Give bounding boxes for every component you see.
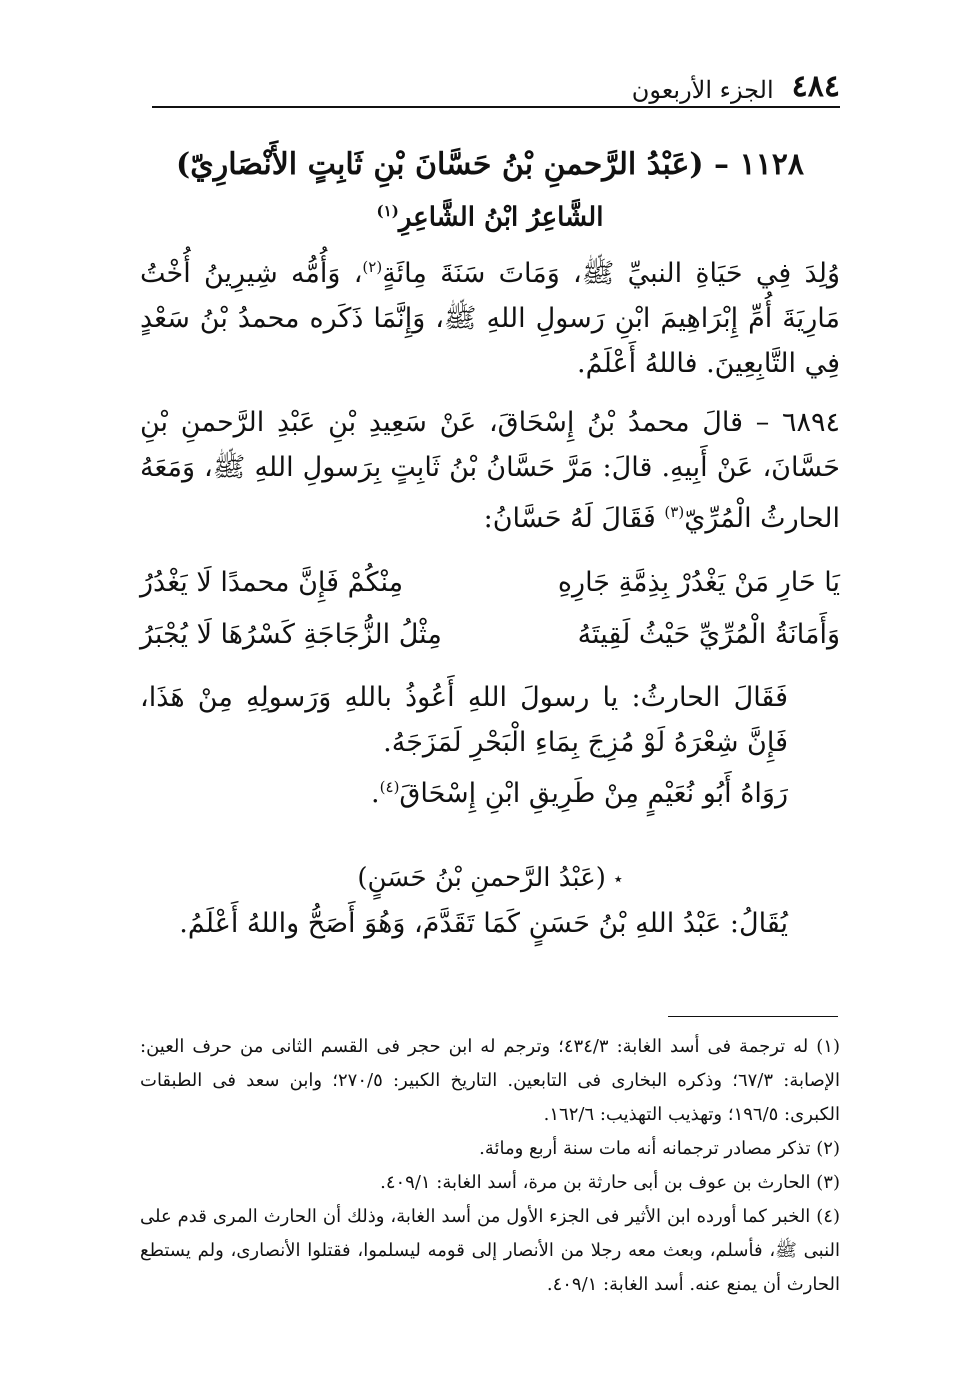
page-number: ٤٨٤ xyxy=(791,69,840,104)
poem-verse xyxy=(140,557,840,609)
footnote-3: (٣) الحارث بن عوف بن أبى حارثة بن مرة، أسد الغابة: ٤٠٩/١. xyxy=(380,1172,840,1193)
footnote-4: (٤) الخبر كما أورده ابن الأثير فى الجزء الأول من أسد الغابة، وذلك أن الحارث المرى قدم على النبى ﷺ، فأسلم، وبعث معه رجلا من الأنصار إلى قومه ليسلموا، فقتلوا الأنصارى، ولم يستطع الحارث أن يمنع عنه. أسد الغابة: ٤٠٩/١. xyxy=(140,1206,840,1295)
verse-first-hemistich: وَأَمَانَةُ الْمُرِّيِّ حَيْثُ لَقِيتَهُ xyxy=(577,618,840,650)
part-title: الجزء الأربعون xyxy=(631,76,774,104)
biography-text-a: وُلِدَ فِي حَيَاةِ النبيِّ ﷺ، وَمَاتَ سَنَةَ مِائَةٍ xyxy=(382,257,840,289)
hadith-text-a: ٦٨٩٤ – قالَ محمدُ بْنُ إِسْحَاقَ، عَنْ سَعِيدِ بْنِ عَبْدِ الرَّحمنِ بْنِ حَسَّانَ، عَنْ أَبِيهِ. قالَ: مَرَّ حَسَّانُ بْنُ ثَابِتٍ بِرَسولِ اللهِ ﷺ، وَمَعَهُ الحارثُ الْمُرِّيّ xyxy=(140,406,840,534)
footnote-rule xyxy=(668,1016,838,1017)
entry-subtitle xyxy=(140,190,840,239)
header-rule xyxy=(152,106,840,108)
reply-paragraph: فَقَالَ الحارثُ: يا رسولَ اللهِ أَعُوذُ باللهِ وَرَسولِهِ مِنْ هَذَا، فَإِنَّ شِعْرَهُ لَوْ مُزِجَ بِمَاءِ الْبَحْرِ لَمَزَجَهُ. xyxy=(140,681,788,758)
footnote-ref-4[interactable]: (٤) xyxy=(379,777,400,796)
narration-text: رَوَاهُ أَبُو نُعَيْمٍ مِنْ طَرِيقِ ابْنِ إِسْحَاقَ xyxy=(399,777,788,809)
poem-verse xyxy=(140,609,840,661)
entry-subtitle-text: الشَّاعِرُ ابْنُ الشَّاعِرِ xyxy=(398,202,604,233)
footnote-1: (١) له ترجمة فى أسد الغابة: ٤٣٤/٣؛ وترجم له ابن حجر فى القسم الثانى من حرف العين: الإصابة: ٦٧/٣؛ وذكره البخارى فى التابعين. التاريخ الكبير: ٢٧٠/٥؛ وابن سعد فى الطبقات الكبرى: ١٩٦/٥؛ وتهذيب التهذيب: ١٦٢/٦. xyxy=(140,1036,841,1125)
section-heading xyxy=(140,856,840,902)
narration-source xyxy=(140,765,840,816)
footnote-ref-3[interactable]: (٣) xyxy=(664,502,685,521)
running-header xyxy=(152,66,840,104)
verse-second-hemistich: مِثْلُ الزُّجَاجَةِ كَسْرُهَا لَا يُجْبَرُ xyxy=(140,618,442,650)
main-text xyxy=(140,140,840,946)
hadith-text-b: فَقَالَ لَهُ حَسَّانُ: xyxy=(483,502,665,534)
footnotes xyxy=(140,1030,840,1302)
hadith-paragraph xyxy=(140,400,840,541)
biography-text-b: ، وَأُمُّه شِيرِينُ أُخْتُ مَارِيَةَ أُمِّ إِبْرَاهِيمَ ابْنِ رَسولِ اللهِ ﷺ، وَإِنَّمَا ذَكَره محمدُ بْنُ سَعْدٍ فِي التَّابِعِينَ. فاللهُ أَعْلَمُ. xyxy=(140,257,840,379)
section-text: يُقَالُ: عَبْدُ اللهِ بْنُ حَسَنٍ كَمَا تَقَدَّمَ، وَهُوَ أَصَحُّ واللهُ أَعْلَمُ. xyxy=(179,908,788,940)
entry-title: ١١٢٨ – (عَبْدُ الرَّحمنِ بْنُ حَسَّانَ بْنِ ثَابِتٍ الأَنْصَارِيّ) xyxy=(176,147,804,182)
footnote-2: (٢) تذكر مصادر ترجمانه أنه مات سنة أربع ومائة. xyxy=(479,1138,840,1159)
poem xyxy=(140,557,840,661)
footnote-ref-2[interactable]: (٢) xyxy=(362,257,383,276)
asterisk-icon: ٭ xyxy=(613,869,623,889)
verse-first-hemistich: يَا حَارِ مَنْ يَغْدُرْ بِذِمَّةِ جَارِهِ xyxy=(557,566,840,598)
narration-end: . xyxy=(371,777,380,809)
section-title: (عَبْدُ الرَّحمنِ بْنُ حَسَنٍ) xyxy=(357,862,606,893)
footnote-ref-1[interactable]: (١) xyxy=(376,202,399,220)
biography-paragraph xyxy=(140,245,840,386)
verse-second-hemistich: مِنْكُمْ فَإِنَّ محمدًا لَا يَغْدُرُ xyxy=(140,566,404,598)
